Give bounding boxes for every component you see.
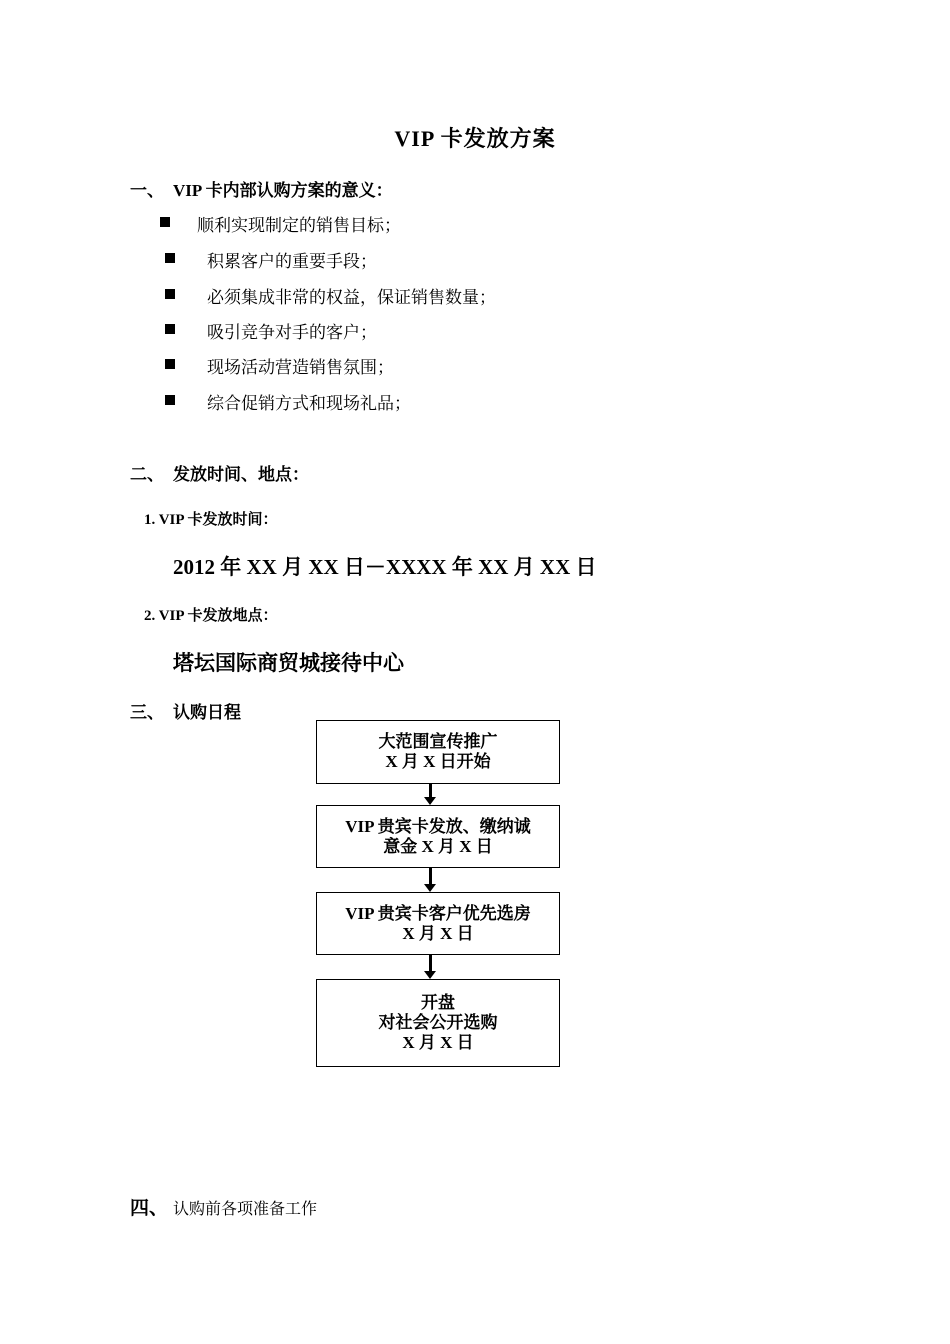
list-item — [160, 211, 560, 233]
issue-location-label: 2. VIP 卡发放地点： — [144, 608, 278, 624]
flow-step-line: 开盘 — [421, 993, 455, 1012]
issue-location-value: 塔坛国际商贸城接待中心 — [173, 651, 404, 675]
section-4-number: 四、 — [130, 1198, 169, 1219]
flow-step-vip-issue — [316, 805, 560, 868]
flow-step-line: 大范围宣传推广 — [378, 732, 498, 751]
list-item-text: 必须集成非常的权益，保证销售数量； — [207, 288, 496, 307]
section-3-title: 认购日程 — [173, 703, 241, 722]
square-bullet-icon — [165, 324, 175, 334]
section-4-title: 认购前各项准备工作 — [173, 1201, 318, 1218]
section-2-number: 二、 — [130, 465, 164, 484]
list-item — [165, 247, 565, 269]
flow-step-line: VIP 贵宾卡客户优先选房 — [345, 903, 531, 923]
list-item — [165, 353, 565, 375]
list-item-text: 吸引竞争对手的客户； — [207, 323, 377, 342]
flow-step-line: X 月 X 日 — [402, 1033, 474, 1052]
flow-step-promotion — [316, 720, 560, 784]
section-1-number: 一、 — [130, 181, 164, 200]
square-bullet-icon — [165, 395, 175, 405]
square-bullet-icon — [165, 289, 175, 299]
issue-time-label: 1. VIP 卡发放时间： — [144, 512, 278, 528]
list-item-text: 综合促销方式和现场礼品； — [207, 394, 411, 413]
down-arrow-icon — [427, 784, 433, 805]
section-1-title: VIP 卡内部认购方案的意义： — [173, 181, 393, 200]
section-2-heading — [130, 460, 309, 485]
flow-step-opening — [316, 979, 560, 1067]
list-item — [165, 318, 565, 340]
flow-step-line: 意金 X 月 X 日 — [383, 836, 493, 856]
square-bullet-icon — [165, 359, 175, 369]
flow-step-line: X 月 X 日开始 — [385, 752, 491, 771]
document-title: VIP 卡发放方案 — [394, 126, 556, 151]
section-3-heading — [130, 698, 241, 723]
section-1-heading — [130, 176, 393, 201]
list-item-text: 顺利实现制定的销售目标； — [197, 216, 401, 235]
section-2-title: 发放时间、地点： — [173, 465, 309, 484]
flow-step-priority-selection — [316, 892, 560, 955]
square-bullet-icon — [160, 217, 170, 227]
section-4-heading — [130, 1193, 317, 1220]
flow-step-line: X 月 X 日 — [402, 923, 474, 943]
list-item-text: 积累客户的重要手段； — [207, 252, 377, 271]
flow-step-line: VIP 贵宾卡发放、缴纳诚 — [345, 816, 531, 836]
issue-time-value: 2012 年 XX 月 XX 日－XXXX 年 XX 月 XX 日 — [173, 555, 597, 579]
square-bullet-icon — [165, 253, 175, 263]
list-item-text: 现场活动营造销售氛围； — [207, 358, 394, 377]
list-item — [165, 283, 565, 305]
section-3-number: 三、 — [130, 703, 164, 722]
flow-step-line: 对社会公开选购 — [378, 1013, 498, 1032]
down-arrow-icon — [427, 955, 433, 979]
down-arrow-icon — [427, 868, 433, 892]
list-item — [165, 389, 565, 411]
